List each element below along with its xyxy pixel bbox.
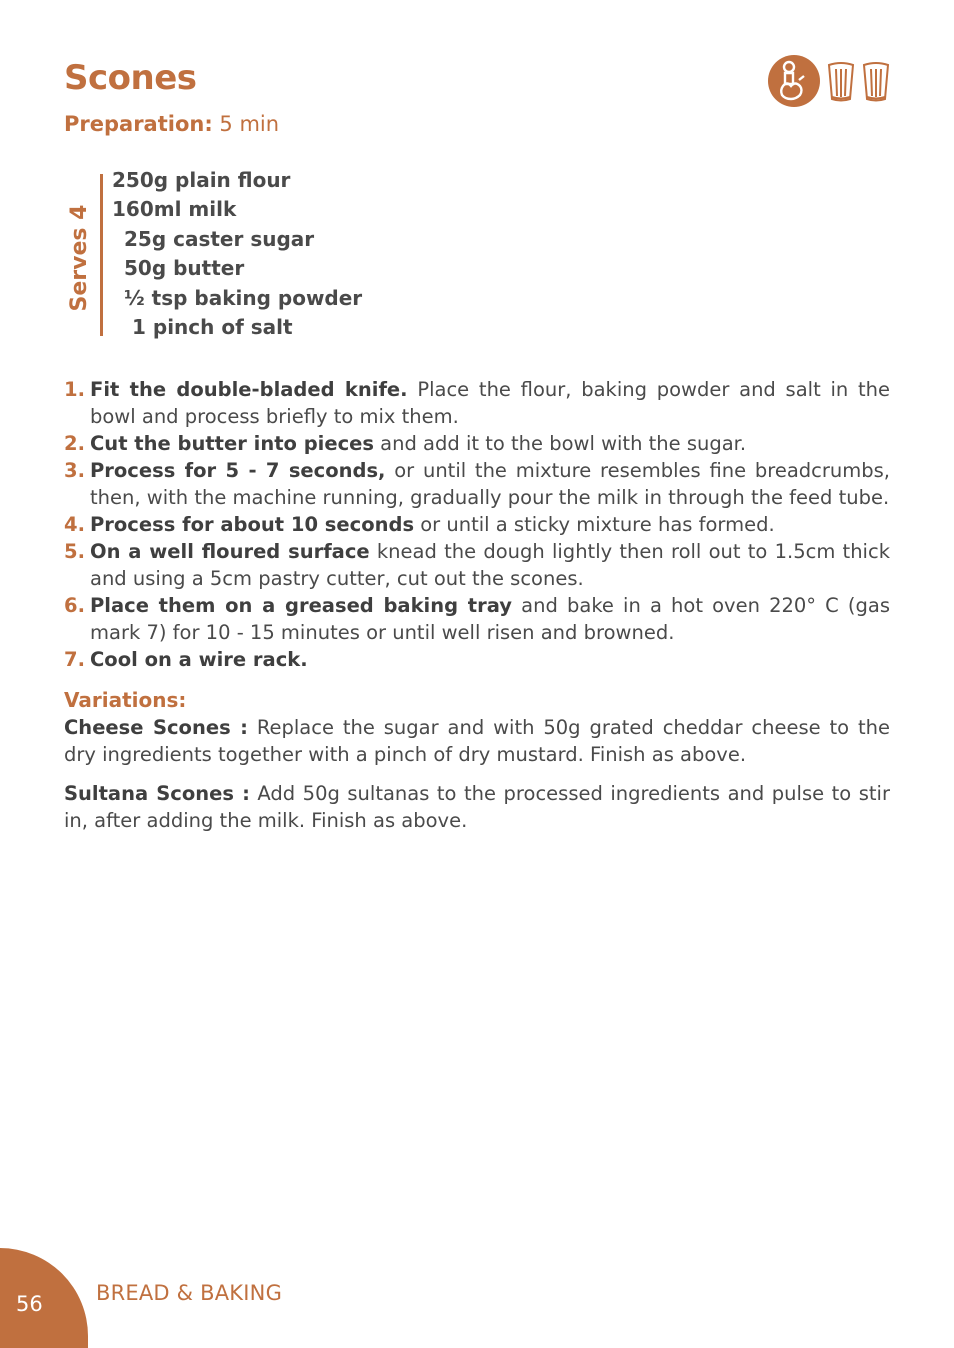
method-step — [64, 511, 890, 538]
step-text: or until a sticky mixture has formed. — [414, 513, 775, 536]
step-lead: On a well floured surface — [90, 540, 370, 563]
step-number: 4. — [64, 513, 85, 536]
step-text: and add it to the bowl with the sugar. — [373, 432, 747, 455]
chef-hat-icon — [829, 63, 853, 101]
step-lead: Cool on a wire rack. — [90, 648, 308, 671]
variation-name: Sultana Scones : — [64, 782, 250, 805]
page-tab — [0, 1248, 88, 1348]
method-step — [64, 646, 890, 673]
method-step — [64, 592, 890, 646]
step-lead: Cut the butter into pieces — [90, 432, 374, 455]
method-step — [64, 430, 890, 457]
ingredient-item: 25g caster sugar — [124, 226, 315, 251]
ingredient-item: 250g plain flour — [112, 168, 291, 192]
step-lead: Process for 5 - 7 seconds, — [90, 459, 386, 482]
page-number: 56 — [16, 1292, 43, 1316]
step-number: 6. — [64, 594, 85, 617]
step-text: or until the mixture resembles fine breadcrumbs, then, with the machine running, gradually pour the milk in through the feed tube. — [90, 459, 890, 509]
ingredient-item: 50g butter — [124, 256, 245, 281]
step-number: 1. — [64, 378, 85, 401]
serves-text: Serves 4 — [67, 204, 92, 312]
method-step — [64, 376, 890, 430]
variation-text: Add 50g sultanas to the processed ingredients and pulse to stir in, after adding the milk. Finish as above. — [64, 782, 890, 832]
recipe-title: Scones — [64, 58, 197, 98]
step-number: 5. — [64, 540, 85, 563]
method-steps — [64, 376, 890, 673]
chef-hat-icon — [768, 55, 820, 107]
preparation-time — [64, 112, 279, 136]
chef-hat-icon — [864, 63, 888, 101]
step-text: Place the flour, baking powder and salt in the bowl and process briefly to mix them. — [90, 378, 891, 428]
variation-text: Replace the sugar and with 50g grated cheddar cheese to the dry ingredients together with a pinch of dry mustard. Finish as above. — [64, 716, 890, 766]
step-lead: Process for about 10 seconds — [90, 513, 415, 536]
step-text: knead the dough lightly then roll out to 1.5cm thick and using a 5cm pastry cutter, cut out the scones. — [90, 540, 890, 590]
difficulty-rating — [766, 54, 896, 110]
variation-item — [64, 714, 890, 768]
step-number: 3. — [64, 459, 85, 482]
variations-section — [64, 686, 890, 846]
serves-divider — [100, 174, 103, 336]
step-number: 2. — [64, 432, 85, 455]
preparation-label: Preparation: — [64, 112, 213, 136]
ingredient-item: ½ tsp baking powder — [124, 285, 363, 310]
step-text: and bake in a hot oven 220° C (gas mark 7) for 10 - 15 minutes or until well risen and browned. — [90, 594, 891, 644]
preparation-value: 5 min — [219, 112, 280, 136]
section-name: BREAD & BAKING — [96, 1281, 283, 1305]
ingredient-item: 1 pinch of salt — [132, 314, 293, 339]
method-step — [64, 457, 890, 511]
step-number: 7. — [64, 648, 85, 671]
serves-label — [58, 180, 102, 336]
step-lead: Place them on a greased baking tray — [90, 594, 513, 617]
variation-item — [64, 780, 890, 834]
ingredient-list — [112, 166, 362, 342]
step-lead: Fit the double-bladed knife. — [90, 378, 408, 401]
method-step — [64, 538, 890, 592]
variation-name: Cheese Scones : — [64, 716, 248, 739]
variations-heading: Variations: — [64, 688, 187, 712]
ingredient-item: 160ml milk — [112, 197, 237, 222]
